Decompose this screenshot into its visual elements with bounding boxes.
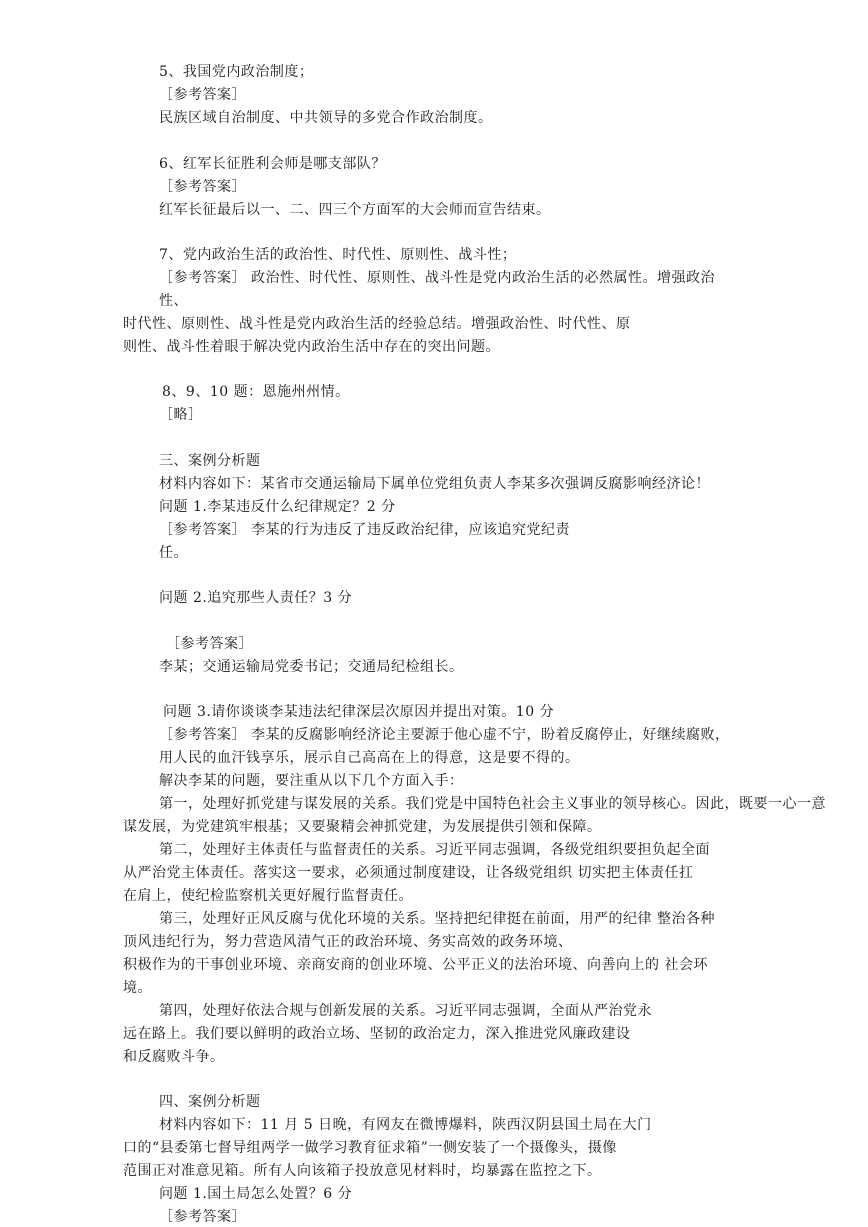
case-3-answer-2: 李某；交通运输局党委书记；交通局纪检组长。 bbox=[159, 659, 464, 675]
section-heading-3: 三、案例分析题 bbox=[159, 453, 261, 469]
case-3-answer-1: ［参考答案］ 李某的行为违反了违反政治纪律，应该追究党纪责 bbox=[159, 522, 570, 538]
point-3-line-4: 境。 bbox=[123, 980, 152, 996]
case-3-question-2: 问题 2.追究那些人责任？3 分 bbox=[159, 590, 353, 606]
point-4-line-3: 和反腐败斗争。 bbox=[123, 1049, 225, 1065]
question-5: 5、我国党内政治制度； bbox=[159, 64, 314, 80]
case-3-solution-intro: 解决李某的问题，要注重从以下几个方面入手： bbox=[159, 773, 464, 789]
point-3-line-1: 第三，处理好正风反腐与优化环境的关系。坚持把纪律挺在前面，用严的纪律 整治各种 bbox=[159, 911, 715, 927]
point-1-line-2: 谋发展，为党建筑牢根基；又要聚精会神抓党建，为发展提供引领和保障。 bbox=[123, 819, 602, 835]
answer-label: ［参考答案］ bbox=[159, 87, 246, 103]
point-4-line-2: 远在路上。我们要以鲜明的政治立场、坚韧的政治定力，深入推进党风廉政建设 bbox=[123, 1026, 631, 1042]
point-4-line-1: 第四，处理好依法合规与创新发展的关系。习近平同志强调，全面从严治党永 bbox=[159, 1003, 652, 1019]
point-2-line-2: 从严治党主体责任。落实这一要求，必须通过制度建设，让各级党组织 切实把主体责任扛 bbox=[123, 865, 694, 881]
answer-omitted: ［略］ bbox=[159, 407, 203, 423]
point-3-line-2: 顶风违纪行为，努力营造风清气正的政治环境、务实高效的政务环境、 bbox=[123, 934, 573, 950]
answer-label: ［参考答案］ bbox=[159, 1209, 246, 1225]
case-material-4-line-2: 口的“县委第七督导组两学一做学习教育征求箱”一侧安装了一个摄像头，摄像 bbox=[123, 1140, 617, 1156]
case-material-3: 材料内容如下：某省市交通运输局下属单位党组负责人李某多次强调反腐影响经济论！ bbox=[159, 476, 710, 492]
case-3-answer-3-line-1: ［参考答案］ 李某的反腐影响经济论主要源于他心虚不宁，盼着反腐停止，好继续腐败， bbox=[159, 727, 730, 743]
answer-label: ［参考答案］ bbox=[159, 179, 246, 195]
section-heading-4: 四、案例分析题 bbox=[159, 1094, 261, 1110]
point-1-line-1: 第一，处理好抓党建与谋发展的关系。我们党是中国特色社会主义事业的领导核心。因此，既要一心一意 bbox=[159, 796, 826, 812]
point-3-line-3: 积极作为的干事创业环境、亲商安商的创业环境、公平正义的法治环境、向善向上的 社会环 bbox=[123, 957, 708, 973]
question-7: 7、党内政治生活的政治性、时代性、原则性、战斗性； bbox=[159, 247, 517, 263]
case-3-answer-3-line-2: 用人民的血汗钱享乐，展示自己高高在上的得意，这是要不得的。 bbox=[159, 750, 580, 766]
case-4-question-1: 问题 1.国土局怎么处置？6 分 bbox=[159, 1186, 353, 1202]
answer-5: 民族区域自治制度、中共领导的多党合作政治制度。 bbox=[159, 110, 493, 126]
point-2-line-3: 在肩上，使纪检监察机关更好履行监督责任。 bbox=[123, 888, 413, 904]
case-3-answer-1-cont: 任。 bbox=[159, 545, 188, 561]
point-2-line-1: 第二，处理好主体责任与监督责任的关系。习近平同志强调，各级党组织要担负起全面 bbox=[159, 842, 710, 858]
answer-7-line-1: ［参考答案］ 政治性、时代性、原则性、战斗性是党内政治生活的必然属性。增强政治 bbox=[159, 270, 715, 286]
case-material-4-line-1: 材料内容如下：11 月 5 日晚，有网友在微博爆料，陕西汉阴县国土局在大门 bbox=[159, 1117, 652, 1133]
answer-7-line-3: 时代性、原则性、战斗性是党内政治生活的经验总结。增强政治性、时代性、原 bbox=[123, 316, 631, 332]
case-3-question-1: 问题 1.李某违反什么纪律规定？2 分 bbox=[159, 499, 396, 515]
answer-label: ［参考答案］ bbox=[166, 636, 253, 652]
question-6: 6、红军长征胜利会师是哪支部队？ bbox=[159, 156, 386, 172]
answer-7-line-2: 性、 bbox=[159, 293, 188, 309]
answer-7-line-4: 则性、战斗性着眼于解决党内政治生活中存在的突出问题。 bbox=[123, 339, 500, 355]
case-3-question-3: 问题 3.请你谈谈李某违法纪律深层次原因并提出对策。10 分 bbox=[163, 704, 555, 720]
question-8-10: 8、9、10 题：恩施州州情。 bbox=[162, 384, 350, 400]
case-material-4-line-3: 范围正对准意见箱。所有人向该箱子投放意见材料时，均暴露在监控之下。 bbox=[123, 1163, 602, 1179]
answer-6: 红军长征最后以一、二、四三个方面军的大会师而宣告结束。 bbox=[159, 202, 551, 218]
